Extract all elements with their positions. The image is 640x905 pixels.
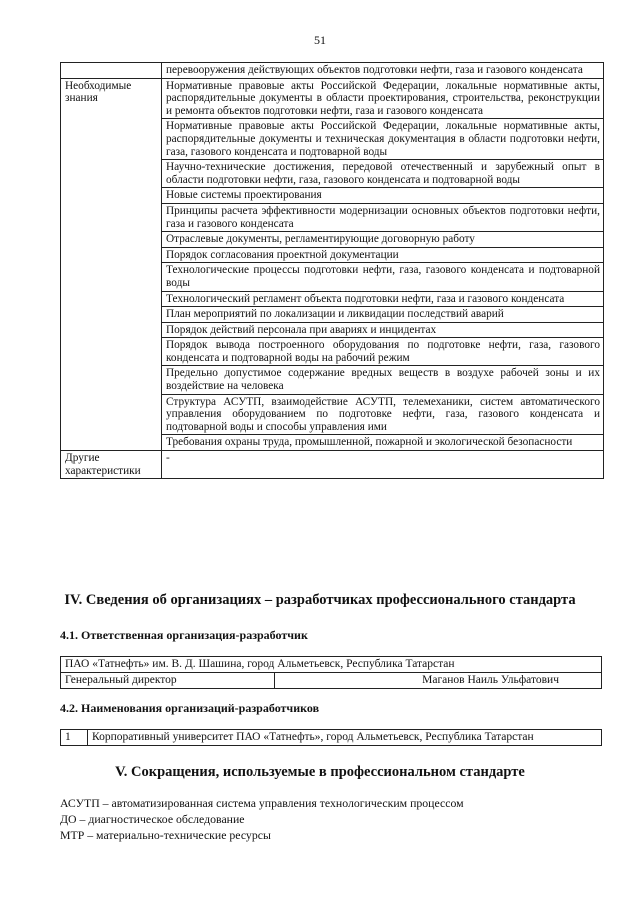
list-item: АСУТП – автоматизированная система управления технологическим процессом — [60, 796, 464, 810]
knowledge-item: Новые системы проектирования — [162, 188, 604, 204]
abbreviations-list — [60, 795, 620, 843]
table-row — [61, 451, 604, 479]
subsection-4-2-title: 4.2. Наименования организаций-разработчиков — [60, 701, 320, 715]
knowledge-item: Технологический регламент объекта подготовки нефти, газа и газового конденсата — [162, 291, 604, 307]
subsection-4-1-title: 4.1. Ответственная организация-разработчик — [60, 628, 308, 642]
knowledge-item: Порядок вывода построенного оборудования по подготовке нефти, газа, газового конденсата и подтоварной воды на рабочий режим — [162, 338, 604, 366]
row-label-other-characteristics: Другие характеристики — [61, 451, 162, 479]
table-row — [61, 730, 602, 746]
knowledge-item: Нормативные правовые акты Российской Федерации, локальные нормативные акты, распорядительные документы и техническая документация в области подготовки нефти, газа, газового конденсата и подтоварной воды — [162, 119, 604, 160]
list-item: ДО – диагностическое обследование — [60, 812, 245, 826]
knowledge-table — [60, 62, 604, 479]
table-row — [61, 657, 602, 673]
developer-name: Корпоративный университет ПАО «Татнефть», город Альметьевск, Республика Татарстан — [88, 730, 602, 746]
table-row — [61, 78, 604, 119]
head-name: Маганов Наиль Ульфатович — [275, 673, 602, 689]
head-position: Генеральный директор — [61, 673, 275, 689]
page-number: 51 — [314, 33, 326, 47]
knowledge-item: Научно-технические достижения, передовой отечественный и зарубежный опыт в области подготовки нефти, газа, газового конденсата и подтоварной воды — [162, 160, 604, 188]
table-row — [61, 63, 604, 79]
section-4-title: IV. Сведения об организациях – разработчиках профессионального стандарта — [64, 592, 576, 608]
org-name: ПАО «Татнефть» им. В. Д. Шашина, город Альметьевск, Республика Татарстан — [61, 657, 602, 673]
knowledge-item: Порядок согласования проектной документации — [162, 247, 604, 263]
knowledge-item: Принципы расчета эффективности модернизации основных объектов подготовки нефти, газа и газового конденсата — [162, 203, 604, 231]
knowledge-item: План мероприятий по локализации и ликвидации последствий аварий — [162, 307, 604, 323]
table-row — [61, 673, 602, 689]
knowledge-item: Порядок действий персонала при авариях и инцидентах — [162, 322, 604, 338]
developer-orgs-table — [60, 729, 602, 746]
knowledge-item: Технологические процессы подготовки нефти, газа, газового конденсата и подтоварной воды — [162, 263, 604, 291]
row-label — [61, 63, 162, 79]
section-5-title: V. Сокращения, используемые в профессиональном стандарте — [115, 764, 525, 780]
knowledge-item: перевооружения действующих объектов подготовки нефти, газа и газового конденсата — [162, 63, 604, 79]
knowledge-item: Структура АСУТП, взаимодействие АСУТП, телемеханики, систем автоматического управления оборудованием по подготовке нефти, газа, газового конденсата и подтоварной воды и способы управления ими — [162, 394, 604, 435]
knowledge-item: Отраслевые документы, регламентирующие договорную работу — [162, 232, 604, 248]
row-label-required-knowledge: Необходимые знания — [61, 78, 162, 450]
developer-number: 1 — [61, 730, 88, 746]
responsible-org-table — [60, 656, 602, 689]
knowledge-item: Нормативные правовые акты Российской Федерации, локальные нормативные акты, распорядительные документы в области проектирования, строительства, реконструкции и ремонта объектов подготовки нефти, газа и газового конденсата — [162, 78, 604, 119]
knowledge-item: - — [162, 451, 604, 479]
knowledge-item: Требования охраны труда, промышленной, пожарной и экологической безопасности — [162, 435, 604, 451]
list-item: МТР – материально-технические ресурсы — [60, 828, 271, 842]
knowledge-item: Предельно допустимое содержание вредных веществ в воздухе рабочей зоны и их воздействие на человека — [162, 366, 604, 394]
